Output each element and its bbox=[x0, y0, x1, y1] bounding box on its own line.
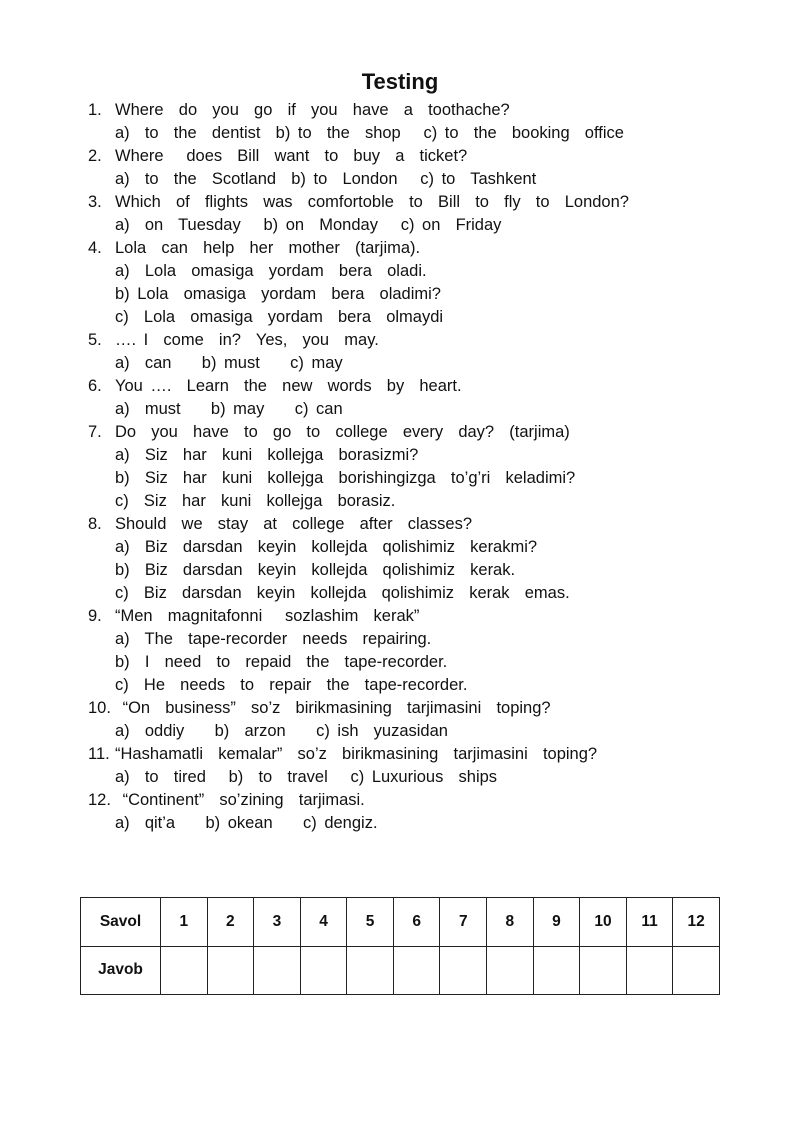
question-text: Which of flights was comfortoble to Bill to fly to London? bbox=[115, 193, 629, 211]
answer-option-a: a) Biz darsdan keyin kollejda qolishimiz kerakmi? bbox=[115, 538, 538, 556]
question-number: 10. bbox=[88, 699, 111, 717]
answer-row bbox=[81, 946, 720, 995]
question-number: 6. bbox=[88, 377, 102, 395]
question-text: You …. Learn the new words by heart. bbox=[115, 377, 462, 395]
answer-cell[interactable] bbox=[254, 946, 301, 995]
answer-cell[interactable] bbox=[533, 946, 580, 995]
question-item bbox=[88, 191, 768, 237]
question-number-cell: 6 bbox=[393, 898, 440, 947]
answer-cell[interactable] bbox=[626, 946, 673, 995]
answer-option-c: c) He needs to repair the tape-recorder. bbox=[115, 676, 468, 694]
question-number-cell: 3 bbox=[254, 898, 301, 947]
savol-label-cell: Savol bbox=[81, 898, 161, 947]
answer-cell[interactable] bbox=[673, 946, 720, 995]
question-list bbox=[88, 99, 768, 835]
question-number-cell: 12 bbox=[673, 898, 720, 947]
question-text: “Continent” so’zining tarjimasi. bbox=[115, 791, 365, 809]
question-number-cell: 7 bbox=[440, 898, 487, 947]
question-number: 7. bbox=[88, 423, 102, 441]
answer-option-b: b) Biz darsdan keyin kollejda qolishimiz kerak. bbox=[115, 561, 516, 579]
question-number-cell: 10 bbox=[580, 898, 627, 947]
question-item bbox=[88, 99, 768, 145]
answer-option-c: c) Siz har kuni kollejga borasiz. bbox=[115, 492, 396, 510]
answer-options: a) to the dentist b) to the shop c) to the booking office bbox=[115, 124, 624, 142]
answer-cell[interactable] bbox=[300, 946, 347, 995]
answer-option-c: c) Biz darsdan keyin kollejda qolishimiz kerak emas. bbox=[115, 584, 570, 602]
question-number-cell: 11 bbox=[626, 898, 673, 947]
question-number: 3. bbox=[88, 193, 102, 211]
question-item bbox=[88, 789, 768, 835]
question-text: “Men magnitafonni sozlashim kerak” bbox=[115, 607, 420, 625]
question-item bbox=[88, 743, 768, 789]
answer-option-a: a) The tape-recorder needs repairing. bbox=[115, 630, 432, 648]
question-item bbox=[88, 513, 768, 605]
question-item bbox=[88, 421, 768, 513]
answer-options: a) on Tuesday b) on Monday c) on Friday bbox=[115, 216, 502, 234]
answer-options: a) qit’a b) okean c) dengiz. bbox=[115, 814, 378, 832]
answer-option-a: a) Lola omasiga yordam bera oladi. bbox=[115, 262, 427, 280]
question-number: 8. bbox=[88, 515, 102, 533]
question-text: Lola can help her mother (tarjima). bbox=[115, 239, 421, 257]
question-text: Where do you go if you have a toothache? bbox=[115, 101, 510, 119]
question-number-cell: 9 bbox=[533, 898, 580, 947]
question-number: 5. bbox=[88, 331, 102, 349]
answer-options: a) can b) must c) may bbox=[115, 354, 343, 372]
question-number: 1. bbox=[88, 101, 102, 119]
question-item bbox=[88, 605, 768, 697]
question-number-cell: 1 bbox=[161, 898, 208, 947]
answer-cell[interactable] bbox=[393, 946, 440, 995]
question-item bbox=[88, 697, 768, 743]
question-number-cell: 2 bbox=[207, 898, 254, 947]
question-number: 2. bbox=[88, 147, 102, 165]
question-item bbox=[88, 237, 768, 329]
question-text: “Hashamatli kemalar” so’z birikmasining tarjimasini toping? bbox=[115, 745, 598, 763]
answer-options: a) must b) may c) can bbox=[115, 400, 343, 418]
answer-cell[interactable] bbox=[440, 946, 487, 995]
question-number: 9. bbox=[88, 607, 102, 625]
question-item bbox=[88, 145, 768, 191]
question-text: “On business” so’z birikmasining tarjimasini toping? bbox=[115, 699, 551, 717]
answer-option-b: b) Lola omasiga yordam bera oladimi? bbox=[115, 285, 441, 303]
answer-option-b: b) I need to repaid the tape-recorder. bbox=[115, 653, 448, 671]
question-number: 12. bbox=[88, 791, 111, 809]
question-item bbox=[88, 375, 768, 421]
answer-grid-table bbox=[80, 897, 720, 995]
question-text: …. I come in? Yes, you may. bbox=[115, 331, 379, 349]
question-number-row bbox=[81, 898, 720, 947]
question-number-cell: 5 bbox=[347, 898, 394, 947]
page-title: Testing bbox=[361, 69, 439, 94]
answer-option-a: a) Siz har kuni kollejga borasizmi? bbox=[115, 446, 419, 464]
question-number-cell: 4 bbox=[300, 898, 347, 947]
answer-cell[interactable] bbox=[161, 946, 208, 995]
question-number: 11. bbox=[88, 745, 110, 763]
answer-option-b: b) Siz har kuni kollejga borishingizga to’g’ri keladimi? bbox=[115, 469, 576, 487]
question-number: 4. bbox=[88, 239, 102, 257]
answer-options: a) to the Scotland b) to London c) to Tashkent bbox=[115, 170, 537, 188]
javob-label-cell: Javob bbox=[81, 946, 161, 995]
answer-options: a) oddiy b) arzon c) ish yuzasidan bbox=[115, 722, 448, 740]
answer-cell[interactable] bbox=[487, 946, 534, 995]
question-text: Do you have to go to college every day? (tarjima) bbox=[115, 423, 570, 441]
answer-cell[interactable] bbox=[207, 946, 254, 995]
answer-cell[interactable] bbox=[347, 946, 394, 995]
question-item bbox=[88, 329, 768, 375]
answer-options: a) to tired b) to travel c) Luxurious ships bbox=[115, 768, 498, 786]
answer-cell[interactable] bbox=[580, 946, 627, 995]
answer-option-c: c) Lola omasiga yordam bera olmaydi bbox=[115, 308, 444, 326]
question-text: Where does Bill want to buy a ticket? bbox=[115, 147, 468, 165]
question-text: Should we stay at college after classes? bbox=[115, 515, 473, 533]
question-number-cell: 8 bbox=[487, 898, 534, 947]
